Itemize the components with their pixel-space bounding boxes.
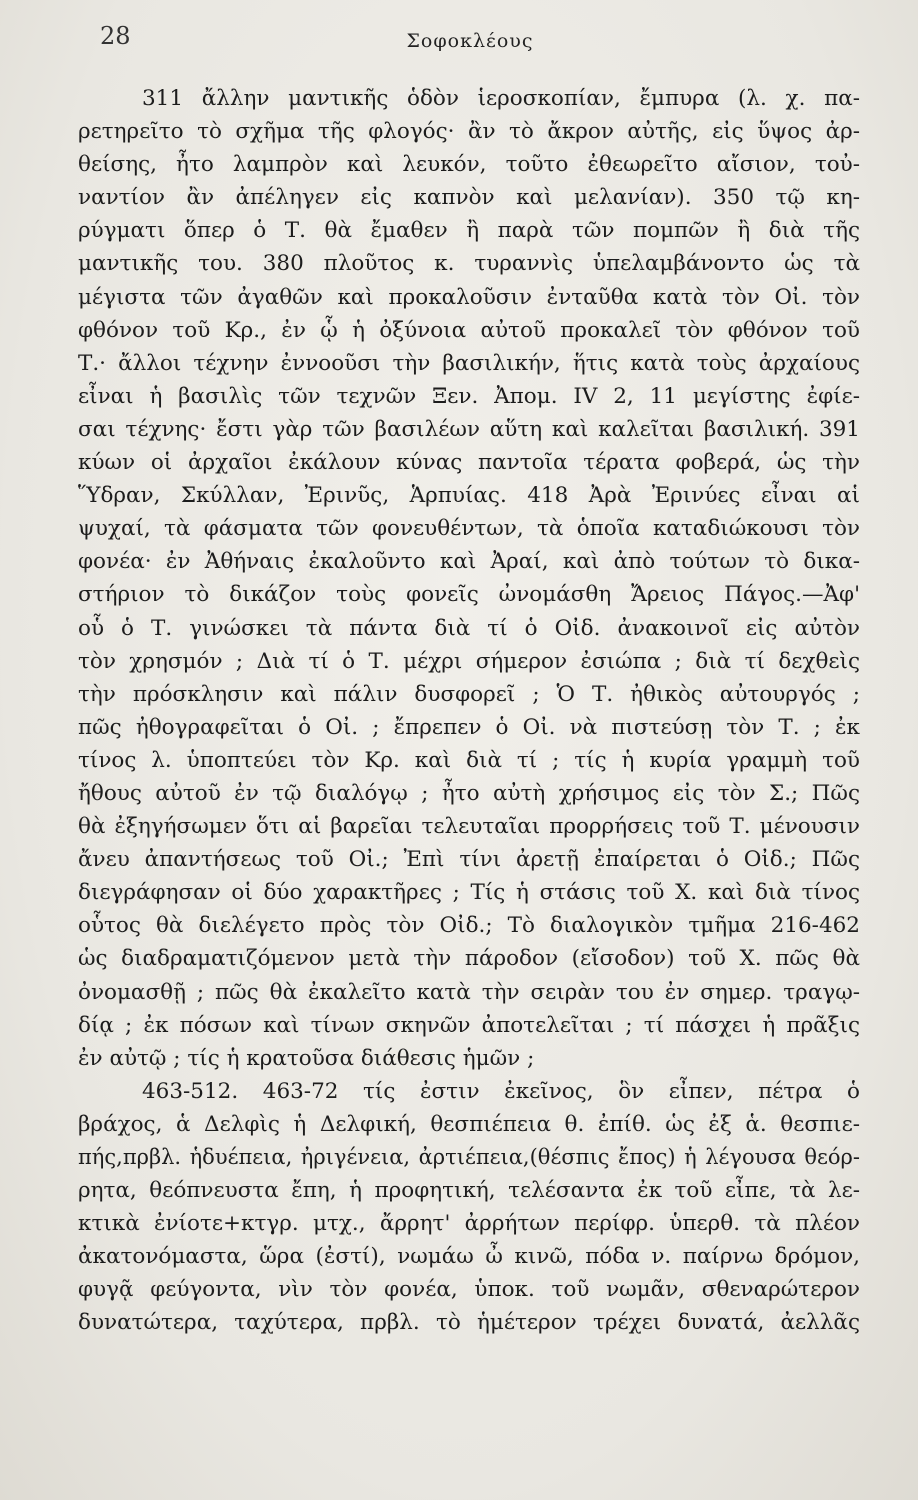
text-line: ὡς διαδραματιζόμενον μετὰ τὴν πάροδον (εἴσοδον) τοῦ Χ. πῶς θὰ: [78, 946, 860, 972]
text-line: τὴν πρόσκλησιν καὶ πάλιν δυσφορεῖ ; Ὁ Τ. ἠθικὸς αὐτουργός ;: [78, 681, 860, 707]
text-line: οὗτος θὰ διελέγετο πρὸς τὸν Οἰδ.; Τὸ διαλογικὸν τμῆμα 216-462: [78, 913, 860, 939]
text-line: φυγᾷ φεύγοντα, νὶν τὸν φονέα, ὑποκ. τοῦ νωμᾶν, σθεναρώτερον: [78, 1277, 860, 1303]
text-line: ἤθους αὐτοῦ ἐν τῷ διαλόγῳ ; ἦτο αὐτὴ χρήσιμος εἰς τὸν Σ.; Πῶς: [78, 780, 860, 806]
text-line: οὗ ὁ Τ. γινώσκει τὰ πάντα διὰ τί ὁ Οἰδ. ἀνακοινοῖ εἰς αὐτὸν: [78, 615, 860, 641]
text-line: μαντικῆς του. 380 πλοῦτος κ. τυραννὶς ὑπελαμβάνοντο ὡς τὰ: [78, 251, 860, 277]
text-line: κύων οἱ ἀρχαῖοι ἐκάλουν κύνας παντοῖα τέρατα φοβερά, ὡς τὴν: [78, 450, 860, 476]
running-title: Σοφοκλέους: [406, 30, 534, 52]
text-line: στήριον τὸ δικάζον τοὺς φονεῖς ὠνομάσθη Ἄρειος Πάγος.—Ἀφ': [78, 582, 860, 608]
text-line: δυνατώτερα, ταχύτερα, πρβλ. τὸ ἡμέτερον τρέχει δυνατά, ἀελλᾶς: [78, 1310, 860, 1336]
text-line: ἀκατονόμαστα, ὥρα (ἐστί), νωμάω ὦ κινῶ, πόδα ν. παίρνω δρόμον,: [78, 1244, 860, 1270]
text-line: 463-512. 463-72 τίς ἐστιν ἐκεῖνος, ὃν εἶπεν, πέτρα ὁ: [142, 1078, 860, 1104]
text-line: βράχος, ἁ Δελφὶς ἡ Δελφική, θεσπιέπεια θ. ἐπίθ. ὡς ἐξ ἁ. θεσπιε-: [78, 1111, 860, 1137]
text-line: Τ.· ἄλλοι τέχνην ἐννοοῦσι τὴν βασιλικήν, ἥτις κατὰ τοὺς ἀρχαίους: [78, 350, 860, 376]
text-line: Ὕδραν, Σκύλλαν, Ἐρινῦς, Ἁρπυίας. 418 Ἀρὰ Ἐρινύες εἶναι αἱ: [78, 483, 860, 509]
text-line: ναντίον ἂν ἀπέληγεν εἰς καπνὸν καὶ μελανίαν). 350 τῷ κη-: [78, 185, 860, 211]
text-line: φθόνον τοῦ Κρ., ἐν ᾧ ἡ ὀξύνοια αὐτοῦ προκαλεῖ τὸν φθόνον τοῦ: [78, 317, 860, 343]
text-line: ἄνευ ἀπαντήσεως τοῦ Οἰ.; Ἐπὶ τίνι ἀρετῇ ἐπαίρεται ὁ Οἰδ.; Πῶς: [78, 847, 860, 873]
text-line: πής,πρβλ. ἡδυέπεια, ἠριγένεια, ἀρτιέπεια,(θέσπις ἔπος) ἡ λέγουσα θεόρ-: [78, 1145, 860, 1169]
text-line: σαι τέχνης· ἔστι γὰρ τῶν βασιλέων αὕτη καὶ καλεῖται βασιλική. 391: [78, 416, 860, 442]
text-line: μέγιστα τῶν ἀγαθῶν καὶ προκαλοῦσιν ἐνταῦθα κατὰ τὸν Οἰ. τὸν: [78, 284, 860, 310]
text-line: κτικὰ ἐνίοτε+κτγρ. μτχ., ἄρρητ' ἀρρήτων περίφρ. ὑπερθ. τὰ πλέον: [78, 1211, 860, 1237]
text-line: ρετηρεῖτο τὸ σχῆμα τῆς φλογός· ἂν τὸ ἄκρον αὐτῆς, εἰς ὕψος ἀρ-: [78, 119, 860, 145]
text-line: ρητα, θεόπνευστα ἔπη, ἡ προφητική, τελέσαντα ἐκ τοῦ εἶπε, τὰ λε-: [78, 1178, 860, 1204]
text-line: ψυχαί, τὰ φάσματα τῶν φονευθέντων, τὰ ὁποῖα καταδιώκουσι τὸν: [78, 516, 860, 542]
page-number: 28: [100, 22, 131, 50]
text-line: τίνος λ. ὑποπτεύει τὸν Κρ. καὶ διὰ τί ; τίς ἡ κυρία γραμμὴ τοῦ: [78, 747, 860, 773]
text-line: διεγράφησαν οἱ δύο χαρακτῆρες ; Τίς ἡ στάσις τοῦ Χ. καὶ διὰ τίνος: [78, 880, 860, 906]
text-line: πῶς ἠθογραφεῖται ὁ Οἰ. ; ἔπρεπεν ὁ Οἰ. νὰ πιστεύσῃ τὸν Τ. ; ἐκ: [78, 714, 860, 740]
text-line: δίᾳ ; ἐκ πόσων καὶ τίνων σκηνῶν ἀποτελεῖται ; τί πάσχει ἡ πρᾶξις: [78, 1012, 860, 1038]
text-line: τὸν χρησμόν ; Διὰ τί ὁ Τ. μέχρι σήμερον ἐσιώπα ; διὰ τί δεχθεὶς: [78, 648, 860, 674]
text-line: θείσης, ἦτο λαμπρὸν καὶ λευκόν, τοῦτο ἐθεωρεῖτο αἴσιον, τοὐ-: [78, 152, 860, 178]
text-line: ὀνομασθῇ ; πῶς θὰ ἐκαλεῖτο κατὰ τὴν σειρὰν του ἐν σημερ. τραγῳ-: [78, 979, 860, 1005]
text-line: ρύγματι ὅπερ ὁ Τ. θὰ ἔμαθεν ἢ παρὰ τῶν πομπῶν ἢ διὰ τῆς: [78, 218, 860, 244]
commentary-text: [78, 82, 860, 1340]
text-line: 311 ἄλλην μαντικῆς ὁδὸν ἱεροσκοπίαν, ἔμπυρα (λ. χ. πα-: [142, 86, 860, 111]
page-header: [80, 18, 860, 58]
text-line: εἶναι ἡ βασιλὶς τῶν τεχνῶν Ξεν. Ἀπομ. IV 2, 11 μεγίστης ἐφίε-: [78, 383, 860, 409]
text-line: φονέα· ἐν Ἀθήναις ἐκαλοῦντο καὶ Ἀραί, καὶ ἀπὸ τούτων τὸ δικα-: [78, 549, 860, 575]
text-line: ἐν αὐτῷ ; τίς ἡ κρατοῦσα διάθεσις ἡμῶν ;: [78, 1045, 535, 1071]
text-line: θὰ ἐξηγήσωμεν ὅτι αἱ βαρεῖαι τελευταῖαι προρρήσεις τοῦ Τ. μένουσιν: [78, 814, 860, 840]
